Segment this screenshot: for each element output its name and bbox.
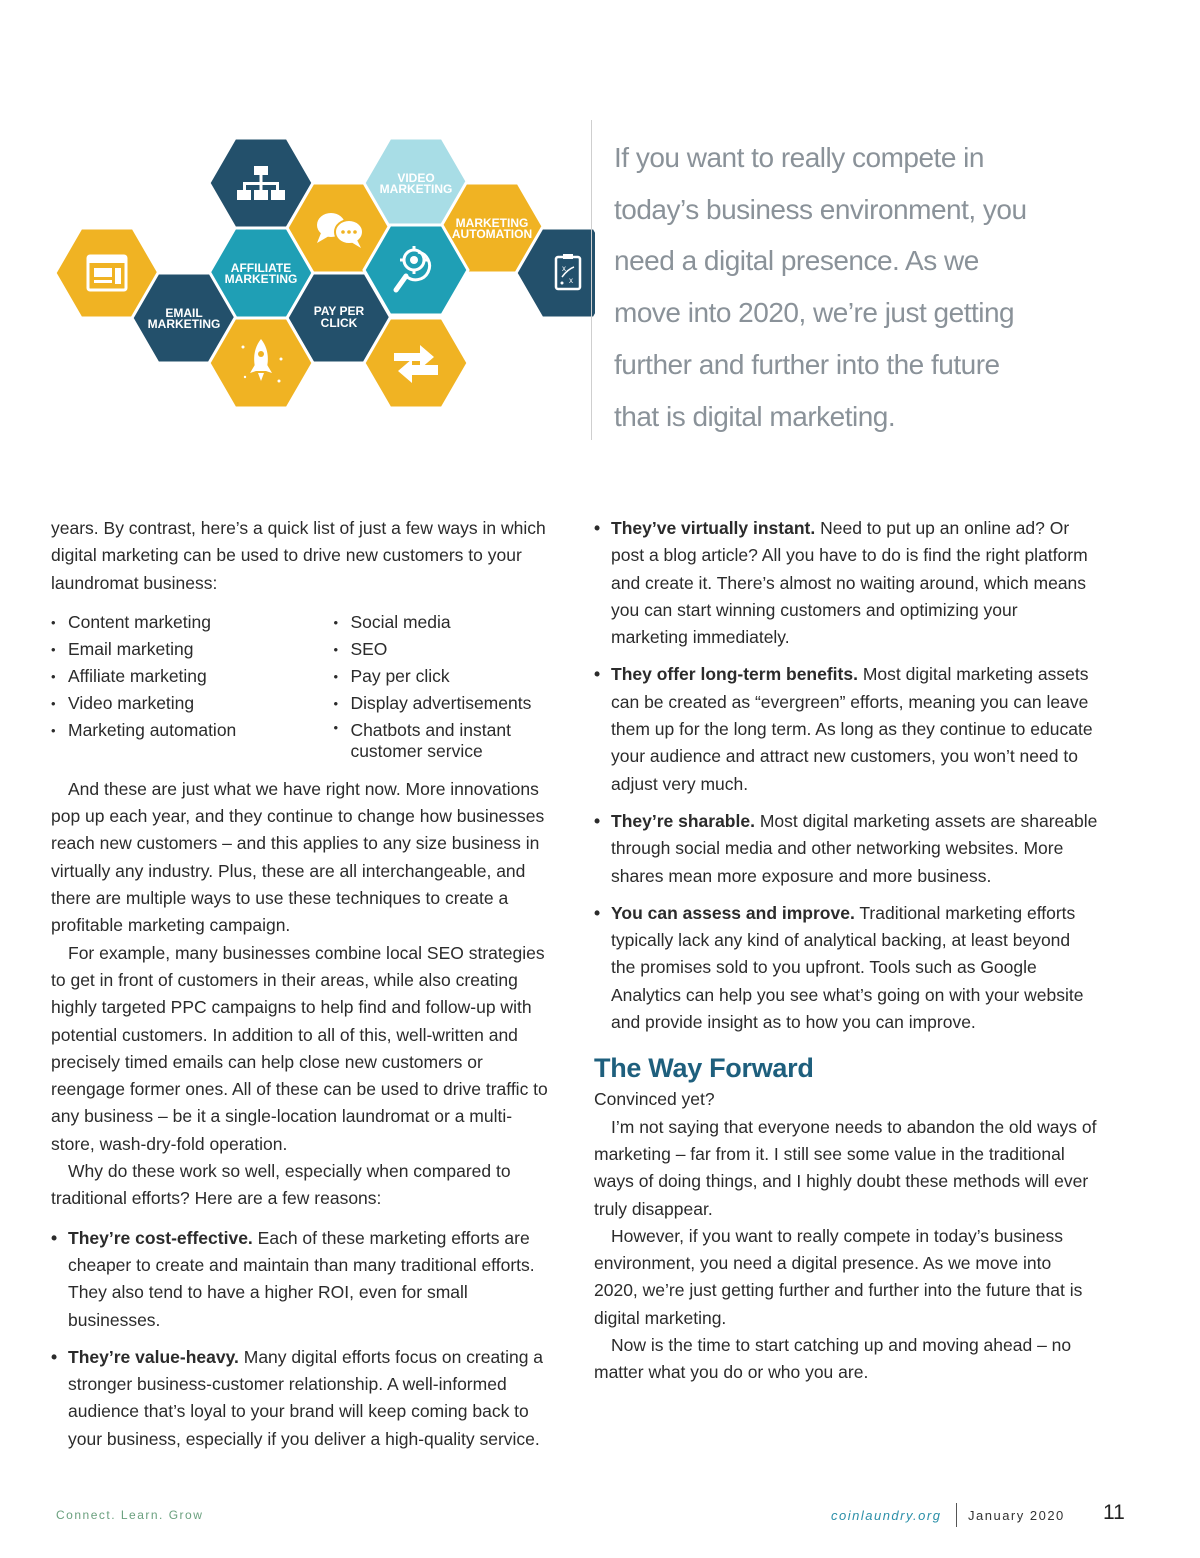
svg-text:x: x (562, 264, 566, 273)
list-item: • SEO (333, 636, 553, 663)
reason-item (594, 515, 1099, 651)
reason-item (51, 1344, 553, 1453)
list-item: • Social media (333, 609, 553, 636)
marketing-hexagon-infographic (50, 130, 595, 420)
list-item: • Video marketing (51, 690, 333, 717)
reasons-list-continued (594, 515, 1099, 1036)
reason-text: Need to put up an online ad? Or post a blog article? All you have to do is find the right platform and create it. There’s almost no waiting around, which means you can start winning customers and optimizing your marketing immediately. (611, 518, 1088, 648)
hex-label-email: EMAIL MARKETING (147, 306, 221, 331)
body-paragraph: Now is the time to start catching up and moving ahead – no matter what you do or who you are. (594, 1335, 1072, 1383)
body-paragraph: For example, many businesses combine local SEO strategies to get in front of customers in their areas, while also creating highly targeted PPC campaigns to help find and follow-up with potential customers. In addition to all of this, well-written and precisely timed emails can help close new customers or reengage former ones. All of these can be used to drive traffic to any business – be it a single-location laundromat or a multi-store, wash-dry-fold operation. (51, 942, 548, 1154)
reason-lead: You can assess and improve. (611, 902, 855, 923)
left-column (51, 515, 553, 1463)
pull-quote-text (614, 132, 1061, 442)
reason-lead: They’re value-heavy. (68, 1346, 239, 1367)
list-item: • Affiliate marketing (51, 663, 333, 690)
pull-quote-line: If you want to really compete in (614, 142, 984, 173)
pull-quote-line: move into 2020, we’re just getting (614, 297, 1015, 329)
pull-quote (591, 120, 1061, 440)
footer-website-link[interactable]: coinlaundry.org (831, 1508, 942, 1523)
page-number: 11 (1103, 1501, 1125, 1524)
reason-lead: They offer long-term benefits. (611, 664, 858, 685)
hex-label-ppc: PAY PER CLICK (313, 304, 365, 330)
hex-label-automation: MARKETING AUTOMATION (451, 216, 533, 241)
right-column (594, 515, 1099, 1387)
footer-issue-date: January 2020 (968, 1508, 1065, 1523)
list-item: • Content marketing (51, 609, 333, 636)
reason-text: Most digital marketing assets can be created as “evergreen” efforts, meaning you can leave them up for the long term. As long as they continue to educate your audience and attract new customers, you won’t need to adjust very much. (611, 664, 1093, 794)
footer-divider (956, 1503, 957, 1527)
list-item: • Pay per click (333, 663, 553, 690)
body-paragraph: Why do these work so well, especially when compared to traditional efforts? Here are a few reasons: (51, 1161, 511, 1209)
hex-label-video: VIDEO MARKETING (379, 171, 453, 196)
reason-text: Many digital efforts focus on creating a stronger business-customer relationship. A well-informed audience that’s loyal to your brand will keep coming back to your business, especially if you deliver a high-quality service. (68, 1346, 544, 1449)
body-paragraph: And these are just what we have right now. More innovations pop up each year, and they continue to change how businesses reach new customers – and this applies to any size business in virtually any industry. Plus, these are all interchangeable, and there are multiple ways to use these techniques to create a profitable marketing campaign. (51, 778, 545, 936)
reason-text: Traditional marketing efforts typically lack any kind of analytical backing, at least beyond the promises sold to you upfront. Tools such as Google Analytics can help you see what’s going on with your website and provide insight as to how you can improve. (611, 902, 1084, 1033)
reason-item (594, 900, 1099, 1036)
body-paragraph: Convinced yet? (594, 1089, 715, 1110)
reason-item (51, 1225, 553, 1334)
svg-text:x: x (569, 276, 573, 285)
intro-paragraph: years. By contrast, here’s a quick list of just a few ways in which digital marketing can be used to drive new customers to your laundromat business: (51, 518, 546, 593)
section-heading: The Way Forward (594, 1053, 814, 1084)
list-item: • Marketing automation (51, 717, 333, 744)
list-item: • Email marketing (51, 636, 333, 663)
pull-quote-line: that is digital marketing. (614, 400, 896, 432)
pull-quote-line: today’s business environment, you (614, 193, 1027, 225)
reason-lead: They’re sharable. (611, 810, 755, 831)
reason-lead: They’re cost-effective. (68, 1227, 253, 1248)
reason-lead: They’ve virtually instant. (611, 518, 816, 538)
hex-label-affiliate: AFFILIATE MARKETING (224, 261, 298, 286)
reason-item (594, 808, 1099, 890)
footer-tagline: Connect. Learn. Grow (56, 1508, 204, 1522)
body-paragraph: I’m not saying that everyone needs to abandon the old ways of marketing – far from it. I still see some value in the traditional ways of doing things, and I highly doubt these methods will ever truly disappear. (594, 1116, 1097, 1219)
reason-text: Each of these marketing efforts are cheaper to create and maintain than many traditional efforts. They also tend to have a higher ROI, even for small businesses. (68, 1227, 535, 1330)
list-item: • Display advertisements (333, 690, 553, 717)
body-paragraph: However, if you want to really compete in today’s business environment, you need a digital presence. As we move into 2020, we’re just getting further and further into the future that is digital marketing. (594, 1225, 1083, 1328)
reason-text: Most digital marketing assets are shareable through social media and other networking websites. More shares mean more exposure and more business. (611, 810, 1098, 886)
pull-quote-line: further and further into the future (614, 348, 1000, 380)
pull-quote-line: need a digital presence. As we (614, 245, 979, 277)
list-item: • Chatbots and instant customer service (333, 717, 553, 762)
reason-item (594, 661, 1099, 797)
reasons-list (51, 1225, 553, 1453)
digital-marketing-types-list (51, 609, 553, 762)
